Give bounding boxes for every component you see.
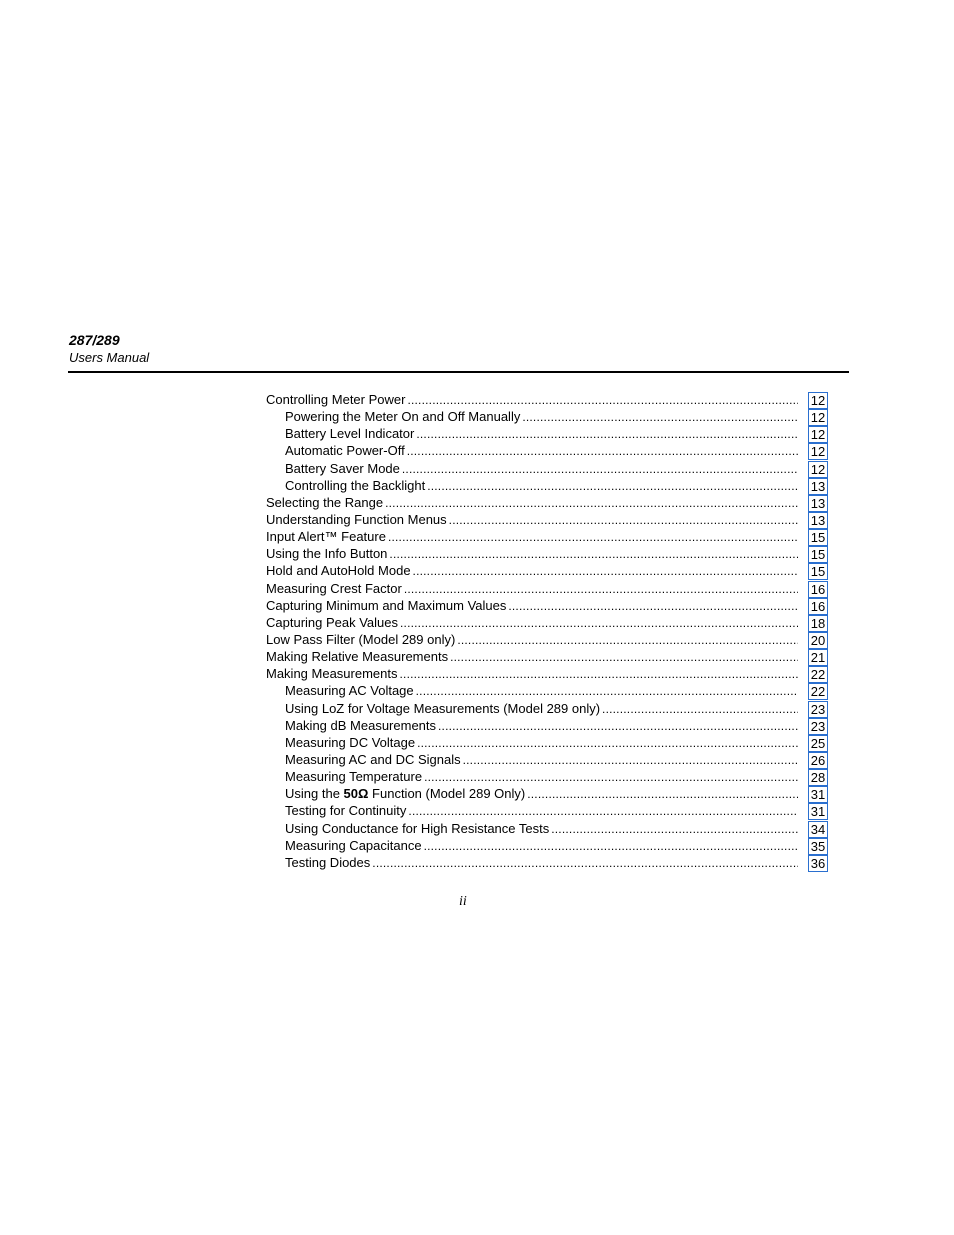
toc-entry[interactable] [266,648,828,665]
toc-entry-title: Controlling the Backlight [285,477,426,493]
dot-leader [551,821,798,838]
toc-entry[interactable] [266,751,828,768]
manual-title: Users Manual [69,350,150,365]
dot-leader [407,392,798,409]
toc-entry-title: Measuring AC Voltage [285,683,414,699]
toc-page-link[interactable]: 34 [808,821,828,838]
toc-entry[interactable] [266,768,828,785]
model-number: 287/289 [69,332,120,348]
dot-leader [508,598,798,615]
toc-page-link[interactable]: 25 [808,735,828,752]
toc-entry-title: Making Measurements [266,666,398,682]
toc-entry[interactable] [266,460,828,477]
toc-entry[interactable] [266,820,828,837]
toc-page-link[interactable]: 22 [808,683,828,700]
dot-leader [402,461,798,478]
toc-page-link[interactable]: 12 [808,426,828,443]
dot-leader [457,632,798,649]
dot-leader [416,426,798,443]
toc-entry-title: Using LoZ for Voltage Measurements (Model 289 only) [285,700,601,716]
dot-leader [407,443,798,460]
toc-entry[interactable] [266,734,828,751]
toc-entry-title-bold: 50Ω [343,786,369,802]
toc-entry-title: Low Pass Filter (Model 289 only) [266,631,456,647]
toc-entry[interactable] [266,391,828,408]
toc-page-link[interactable]: 21 [808,649,828,666]
toc-entry[interactable] [266,631,828,648]
dot-leader [400,615,798,632]
dot-leader [413,563,798,580]
toc-entry-title: Measuring Capacitance [285,837,422,853]
toc-entry-title: Testing Diodes [285,854,371,870]
table-of-contents [266,391,828,871]
toc-entry[interactable] [266,717,828,734]
toc-entry[interactable] [266,580,828,597]
toc-entry-title: Testing for Continuity [285,803,407,819]
toc-entry[interactable] [266,700,828,717]
toc-page-link[interactable]: 18 [808,615,828,632]
toc-entry-title: Input Alert™ Feature [266,529,386,545]
toc-page-link[interactable]: 36 [808,855,828,872]
toc-entry[interactable] [266,528,828,545]
toc-entry-title: Battery Saver Mode [285,460,400,476]
toc-entry-title: Powering the Meter On and Off Manually [285,409,521,425]
toc-entry-title: Measuring AC and DC Signals [285,751,461,767]
toc-entry-title: Selecting the Range [266,494,384,510]
toc-entry-title-prefix: Using the [285,786,344,802]
toc-page-link[interactable]: 23 [808,718,828,735]
toc-page-link[interactable]: 13 [808,478,828,495]
toc-entry-title: Measuring DC Voltage [285,734,416,750]
toc-entry-title: Using Conductance for High Resistance Tests [285,820,550,836]
toc-entry-title: Understanding Function Menus [266,511,447,527]
toc-page-link[interactable]: 22 [808,666,828,683]
toc-entry[interactable] [266,854,828,871]
page-number: ii [459,894,467,909]
toc-page-link[interactable]: 26 [808,752,828,769]
dot-leader [372,855,798,872]
toc-page-link[interactable]: 20 [808,632,828,649]
toc-entry-title: Controlling Meter Power [266,392,406,407]
toc-entry-title: Measuring Temperature [285,769,423,785]
dot-leader [400,666,799,683]
toc-page-link[interactable]: 15 [808,529,828,546]
dot-leader [408,803,798,820]
toc-page-link[interactable]: 12 [808,392,828,409]
dot-leader [449,512,798,529]
dot-leader [450,649,798,666]
dot-leader [427,478,798,495]
toc-page-link[interactable]: 13 [808,512,828,529]
toc-entry[interactable] [266,682,828,699]
toc-entry-title: Capturing Minimum and Maximum Values [266,597,507,613]
toc-page-link[interactable]: 23 [808,701,828,718]
dot-leader [404,581,798,598]
dot-leader [389,546,798,563]
toc-entry[interactable] [266,511,828,528]
page-header [69,331,149,366]
toc-page-link[interactable]: 12 [808,461,828,478]
dot-leader [438,718,798,735]
dot-leader [388,529,798,546]
toc-page-link[interactable]: 31 [808,803,828,820]
toc-entry[interactable] [266,408,828,425]
toc-entry[interactable] [266,802,828,819]
toc-page-link[interactable]: 16 [808,598,828,615]
toc-entry-title: Hold and AutoHold Mode [266,563,411,579]
dot-leader [463,752,798,769]
toc-entry-title: Measuring Crest Factor [266,580,402,596]
toc-page-link[interactable]: 15 [808,563,828,580]
dot-leader [424,769,798,786]
toc-entry[interactable] [266,837,828,854]
toc-entry-title: Using the Info Button [266,546,388,562]
toc-entry-title: Battery Level Indicator [285,426,415,442]
toc-entry[interactable] [266,785,828,802]
toc-page-link[interactable]: 28 [808,769,828,786]
toc-page-link[interactable]: 12 [808,443,828,460]
dot-leader [385,495,798,512]
toc-entry-title: Capturing Peak Values [266,614,399,630]
dot-leader [416,683,798,700]
toc-entry-title: Making Relative Measurements [266,649,449,665]
toc-entry-title: Making dB Measurements [285,717,437,733]
toc-page-link[interactable]: 35 [808,838,828,855]
toc-entry[interactable] [266,597,828,614]
toc-page-link[interactable]: 16 [808,581,828,598]
toc-entry[interactable] [266,494,828,511]
toc-entry[interactable] [266,425,828,442]
toc-entry-title [285,785,525,802]
dot-leader [417,735,798,752]
toc-entry[interactable] [266,665,828,682]
toc-entry[interactable] [266,562,828,579]
dot-leader [424,838,798,855]
toc-entry-title: Automatic Power-Off [285,443,405,459]
toc-entry[interactable] [266,442,828,459]
toc-page-link[interactable]: 12 [808,409,828,426]
toc-entry-title-suffix: Function (Model 289 Only) [368,786,526,802]
toc-page-link[interactable]: 15 [808,546,828,563]
dot-leader [522,409,798,426]
toc-entry[interactable] [266,477,828,494]
toc-entry[interactable] [266,545,828,562]
dot-leader [527,786,798,803]
header-rule [68,371,849,373]
toc-page-link[interactable]: 13 [808,495,828,512]
toc-page-link[interactable]: 31 [808,786,828,803]
toc-entry[interactable] [266,614,828,631]
dot-leader [602,701,798,718]
